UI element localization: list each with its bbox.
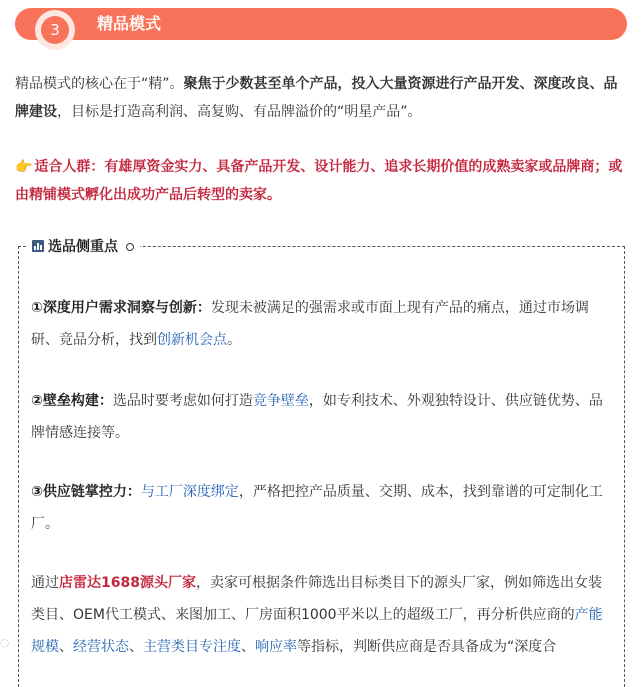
pointing-hand-icon: 👉	[15, 159, 33, 175]
intro-text-bold: 聚焦于少数甚至单个产品，投入大量资源进行产品开发、深度改良、品牌建设	[15, 76, 618, 120]
closing-text-1: 通过	[31, 575, 59, 591]
closing-link-capacity[interactable]: 产能规模	[31, 607, 603, 655]
audience-paragraph	[15, 153, 627, 209]
intro-text-1: 精品模式的核心在于“精”。	[15, 76, 184, 92]
closing-link-response[interactable]: 响应率	[255, 639, 297, 655]
closing-link-focus[interactable]: 主营类目专注度	[143, 639, 241, 655]
section-number: 3	[41, 16, 69, 44]
watermark-icon: ◌	[0, 636, 10, 649]
closing-link-status[interactable]: 经营状态	[73, 639, 129, 655]
focus-item-1-text: 发现未被满足的强需求或市面上现有产品的痛点，通过市场调研、竞品分析，找到	[31, 300, 589, 348]
audience-text: 适合人群：有雄厚资金实力、具备产品开发、设计能力、追求长期价值的成熟卖家或品牌商；或由精铺模式孵化出成功产品后转型的卖家。	[15, 159, 623, 203]
title-dot-icon	[126, 243, 134, 251]
focus-item-2-text: 选品时要考虑如何打造	[112, 393, 253, 409]
focus-item-1-link[interactable]: 创新机会点	[157, 332, 227, 348]
section-number-badge	[35, 10, 75, 50]
section-title: 精品模式	[97, 14, 162, 33]
section-banner	[15, 8, 627, 40]
focus-item-3-lead: ③供应链掌控力：	[31, 484, 141, 500]
focus-item-2-tail: ，如专利技术、外观独特设计、供应链优势、品牌情感连接等。	[31, 393, 603, 441]
focus-closing	[31, 567, 613, 663]
closing-text-3: 等指标，判断供应商是否具备成为“深度合	[297, 639, 557, 655]
intro-paragraph	[15, 70, 627, 126]
focus-box-title-text: 选品侧重点	[48, 239, 118, 255]
intro-text-2: ，目标是打造高利润、高复购、有品牌溢价的“明星产品”。	[57, 104, 422, 120]
focus-item-1-tail: 。	[227, 332, 241, 348]
closing-brand: 店雷达1688源头厂家	[59, 575, 196, 591]
focus-item-1	[31, 292, 613, 356]
closing-text-2: ，卖家可根据条件筛选出目标类目下的源头厂家，例如筛选出女装类目、OEM代工模式、来图加工、厂房面积1000平米以上的超级工厂，再分析供应商的	[31, 575, 602, 623]
focus-item-3	[31, 476, 613, 540]
bar-chart-icon	[32, 240, 44, 252]
focus-item-2-lead: ②壁垒构建：	[31, 393, 113, 409]
focus-item-2-link[interactable]: 竞争壁垒	[252, 393, 309, 409]
focus-item-1-lead: ①深度用户需求洞察与创新：	[31, 300, 211, 316]
focus-item-2	[31, 385, 613, 449]
closing-sep-2: 、	[129, 639, 143, 655]
focus-box-title	[28, 237, 140, 257]
closing-sep-3: 、	[241, 639, 255, 655]
closing-sep-1: 、	[59, 639, 73, 655]
focus-item-3-tail: ，严格把控产品质量、交期、成本，找到靠谱的可定制化工厂。	[31, 484, 603, 532]
focus-item-3-link[interactable]: 与工厂深度绑定	[140, 484, 239, 500]
